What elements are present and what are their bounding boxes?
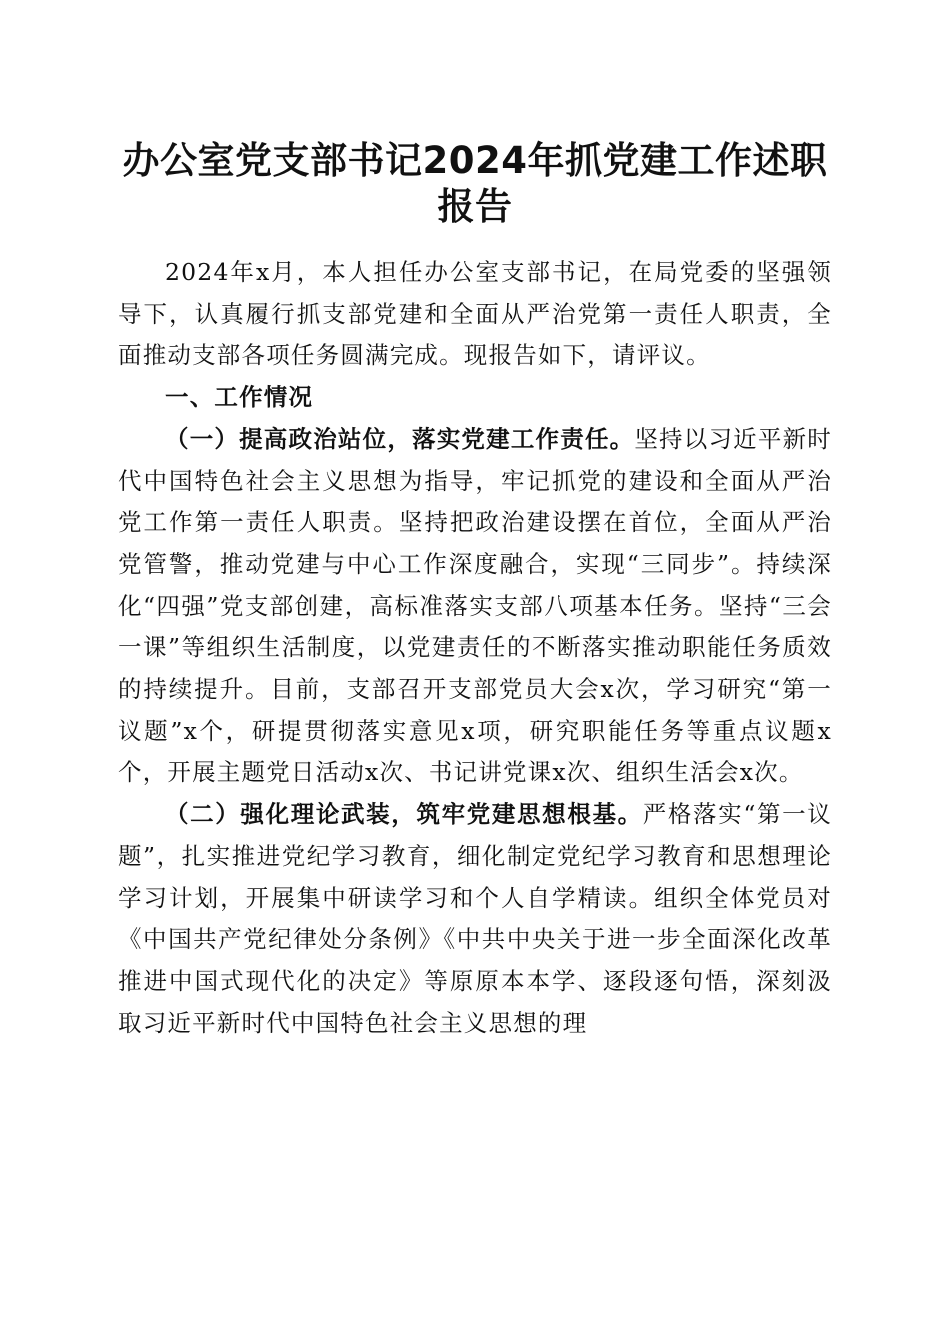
item-2-paragraph — [118, 794, 832, 1044]
item-1-paragraph — [118, 419, 832, 794]
item-1-title: （一）提高政治站位，落实党建工作责任。 — [165, 424, 635, 453]
item-2-body: 严格落实“第一议题”，扎实推进党纪学习教育，细化制定党纪学习教育和思想理论学习计划，开展集中研读学习和个人自学精读。组织全体党员对《中国共产党纪律处分条例》《中共中央关于进一步全面深化改革推进中国式现代化的决定》等原原本本学、逐段逐句悟，深刻汲取习近平新时代中国特色社会主义思想的理 — [118, 800, 832, 1037]
intro-paragraph: 2024年x月，本人担任办公室支部书记，在局党委的坚强领导下，认真履行抓支部党建和全面从严治党第一责任人职责，全面推动支部各项任务圆满完成。现报告如下，请评议。 — [118, 258, 832, 370]
document-body — [118, 252, 832, 1044]
item-1-body: 坚持以习近平新时代中国特色社会主义思想为指导，牢记抓党的建设和全面从严治党工作第一责任人职责。坚持把政治建设摆在首位，全面从严治党管警，推动党建与中心工作深度融合，实现“三同步”。持续深化“四强”党支部创建，高标准落实支部八项基本任务。坚持“三会一课”等组织生活制度，以党建责任的不断落实推动职能任务质效的持续提升。目前，支部召开支部党员大会x次，学习研究“第一议题”x个，研提贯彻落实意见x项，研究职能任务等重点议题x个，开展主题党日活动x次、书记讲党课x次、组织生活会x次。 — [118, 424, 832, 787]
section-heading-work-situation: 一、工作情况 — [165, 383, 314, 412]
item-2-title: （二）强化理论武装，筑牢党建思想根基。 — [165, 800, 643, 829]
document-title: 办公室党支部书记2024年抓党建工作述职报告 — [122, 139, 828, 228]
